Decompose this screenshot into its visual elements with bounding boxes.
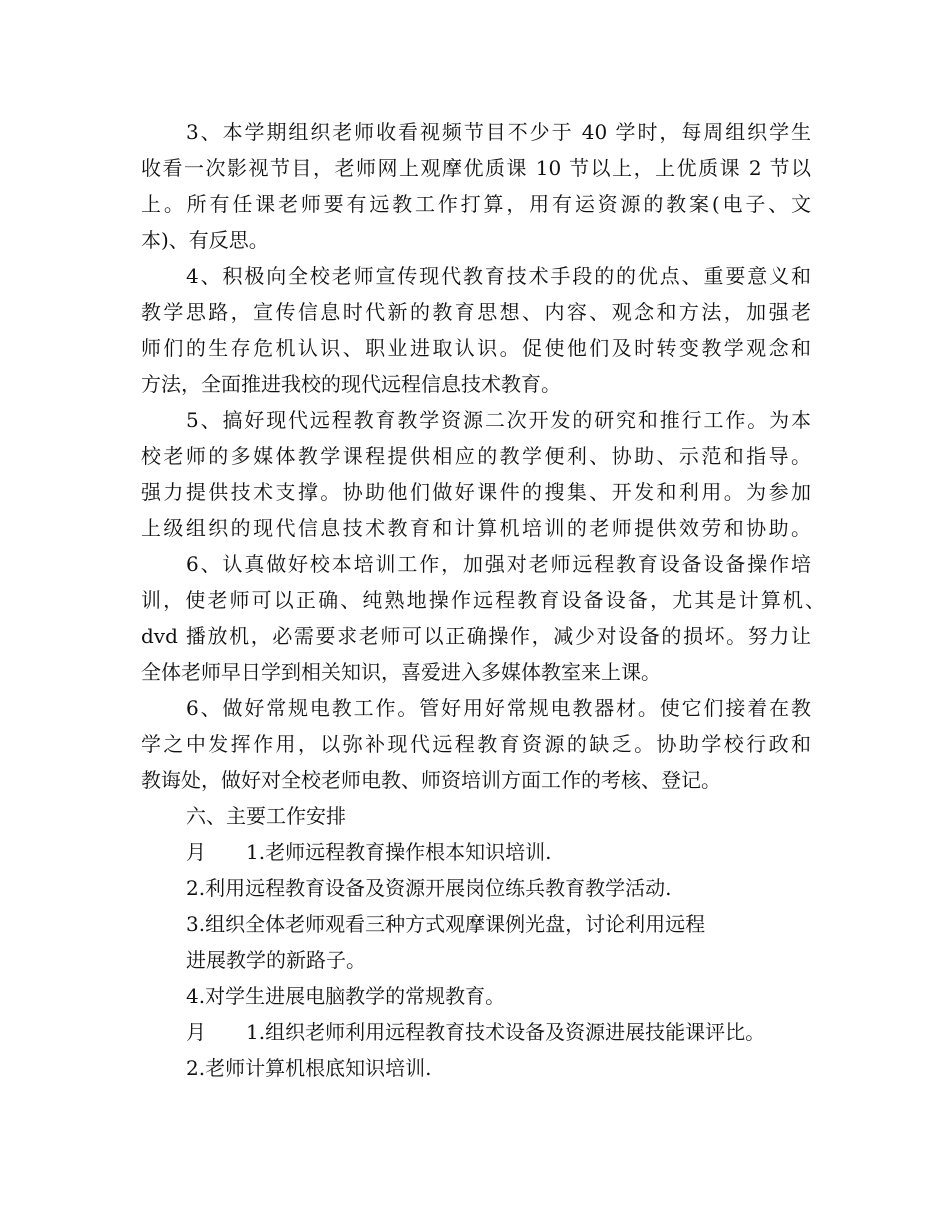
paragraph-5-line-1: 5、搞好现代远程教育教学资源二次开发的研究和推行工作。为本 xyxy=(186,408,811,432)
paragraph-3-line-1: 3、本学期组织老师收看视频节目不少于 40 学时，每周组织学生 xyxy=(186,120,811,144)
paragraph-3-line-4: 本)、有反思。 xyxy=(141,228,269,252)
paragraph-3-line-2: 收看一次影视节目，老师网上观摩优质课 10 节以上，上优质课 2 节以 xyxy=(141,156,811,180)
paragraph-6b-line-2: 学之中发挥作用，以弥补现代远程教育资源的缺乏。协助学校行政和 xyxy=(141,732,811,756)
paragraph-4-line-2: 教学思路，宣传信息时代新的教育思想、内容、观念和方法，加强老 xyxy=(141,300,811,324)
schedule-month-1-item-3: 3.组织全体老师观看三种方式观摩课例光盘，讨论利用远程 xyxy=(186,912,706,936)
paragraph-6b-line-3: 教诲处，做好对全校老师电教、师资培训方面工作的考核、登记。 xyxy=(141,768,721,792)
schedule-month-2-item-1: 月 1.组织老师利用远程教育技术设备及资源进展技能课评比。 xyxy=(186,1020,766,1044)
paragraph-5-line-2: 校老师的多媒体教学课程提供相应的教学便利、协助、示范和指导。 xyxy=(141,444,811,468)
paragraph-6a-line-1: 6、认真做好校本培训工作，加强对老师远程教育设备设备操作培 xyxy=(186,552,811,576)
schedule-month-1-item-2: 2.利用远程教育设备及资源开展岗位练兵教育教学活动. xyxy=(186,876,672,900)
paragraph-5-line-4: 上级组织的现代信息技术教育和计算机培训的老师提供效劳和协助。 xyxy=(141,516,811,540)
paragraph-4-line-3: 师们的生存危机认识、职业进取认识。促使他们及时转变教学观念和 xyxy=(141,336,811,360)
paragraph-6a-line-4: 全体老师早日学到相关知识，喜爱进入多媒体教室来上课。 xyxy=(141,660,661,684)
schedule-month-2-item-2: 2.老师计算机根底知识培训. xyxy=(186,1056,432,1080)
paragraph-5-line-3: 强力提供技术支撑。协助他们做好课件的搜集、开发和利用。为参加 xyxy=(141,480,811,504)
paragraph-6a-line-2: 训，使老师可以正确、纯熟地操作远程教育设备设备，尤其是计算机、 xyxy=(141,588,825,612)
paragraph-4-line-1: 4、积极向全校老师宣传现代教育技术手段的的优点、重要意义和 xyxy=(186,264,811,288)
paragraph-4-line-4: 方法，全面推进我校的现代远程信息技术教育。 xyxy=(141,372,561,396)
paragraph-6b-line-1: 6、做好常规电教工作。管好用好常规电教器材。使它们接着在教 xyxy=(186,696,811,720)
schedule-month-1-item-4: 4.对学生进展电脑教学的常规教育。 xyxy=(186,984,506,1008)
schedule-month-1-item-1: 月 1.老师远程教育操作根本知识培训. xyxy=(186,840,552,864)
schedule-month-1-item-3-cont: 进展教学的新路子。 xyxy=(186,948,366,972)
paragraph-6a-line-3: dvd 播放机，必需要求老师可以正确操作，减少对设备的损坏。努力让 xyxy=(141,624,811,648)
paragraph-3-line-3: 上。所有任课老师要有远教工作打算，用有运资源的教案(电子、文 xyxy=(141,192,811,216)
section-heading: 六、主要工作安排 xyxy=(186,804,346,828)
